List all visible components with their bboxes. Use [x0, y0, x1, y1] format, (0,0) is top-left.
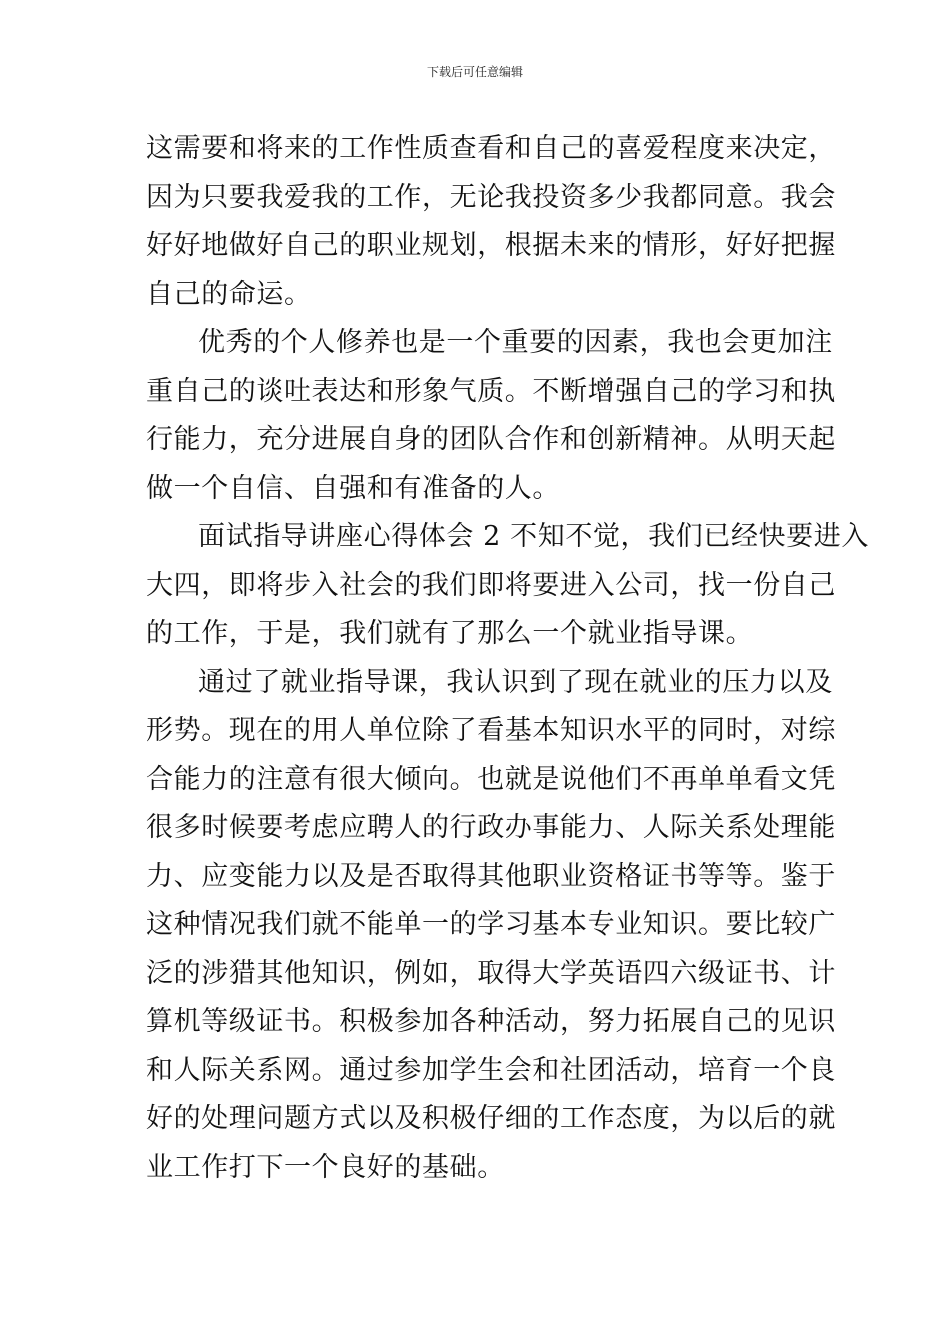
text-line: 做一个自信、自强和有准备的人。	[146, 472, 560, 504]
document-body	[146, 125, 869, 1192]
paragraph-2	[146, 319, 836, 513]
text-line: 这种情况我们就不能单一的学习基本专业知识。要比较广	[146, 909, 836, 940]
text-line: 大四，即将步入社会的我们即将要进入公司，找一份自己	[146, 569, 836, 601]
text-line: 好好地做好自己的职业规划，根据未来的情形，好好把握	[146, 230, 836, 261]
paragraph-1	[146, 125, 836, 319]
text-line: 行能力，充分进展自身的团队合作和创新精神。从明天起	[146, 424, 836, 455]
text-line: 和人际关系网。通过参加学生会和社团活动，培育一个良	[146, 1054, 836, 1086]
paragraph-3	[146, 513, 869, 659]
text-line: 的工作，于是，我们就有了那么一个就业指导课。	[146, 618, 754, 649]
text-line: 好的处理问题方式以及积极仔细的工作态度，为以后的就	[146, 1103, 836, 1134]
text-line: 算机等级证书。积极参加各种活动，努力拓展自己的见识	[146, 1006, 836, 1037]
text-line: 合能力的注意有很大倾向。也就是说他们不再单单看文凭	[146, 763, 836, 795]
text-line: 力、应变能力以及是否取得其他职业资格证书等等。鉴于	[146, 860, 836, 892]
text-line: 形势。现在的用人单位除了看基本知识水平的同时，对综	[146, 715, 836, 746]
text-line: 很多时候要考虑应聘人的行政办事能力、人际关系处理能	[146, 812, 836, 843]
text-line: 通过了就业指导课，我认识到了现在就业的压力以及	[198, 666, 833, 698]
text-line: 自己的命运。	[146, 278, 312, 310]
text-line: 业工作打下一个良好的基础。	[146, 1151, 505, 1183]
text-line: 这需要和将来的工作性质查看和自己的喜爱程度来决定，	[146, 133, 836, 164]
text-line: 面试指导讲座心得体会 2 不知不觉，我们已经快要进入	[198, 521, 869, 552]
text-line: 重自己的谈吐表达和形象气质。不断增强自己的学习和执	[146, 375, 836, 407]
text-line: 优秀的个人修养也是一个重要的因素，我也会更加注	[198, 327, 833, 358]
paragraph-4	[146, 659, 836, 1193]
text-line: 泛的涉猎其他知识，例如，取得大学英语四六级证书、计	[146, 957, 836, 989]
page-header: 下载后可任意编辑	[426, 65, 523, 79]
text-line: 因为只要我爱我的工作，无论我投资多少我都同意。我会	[146, 181, 836, 213]
